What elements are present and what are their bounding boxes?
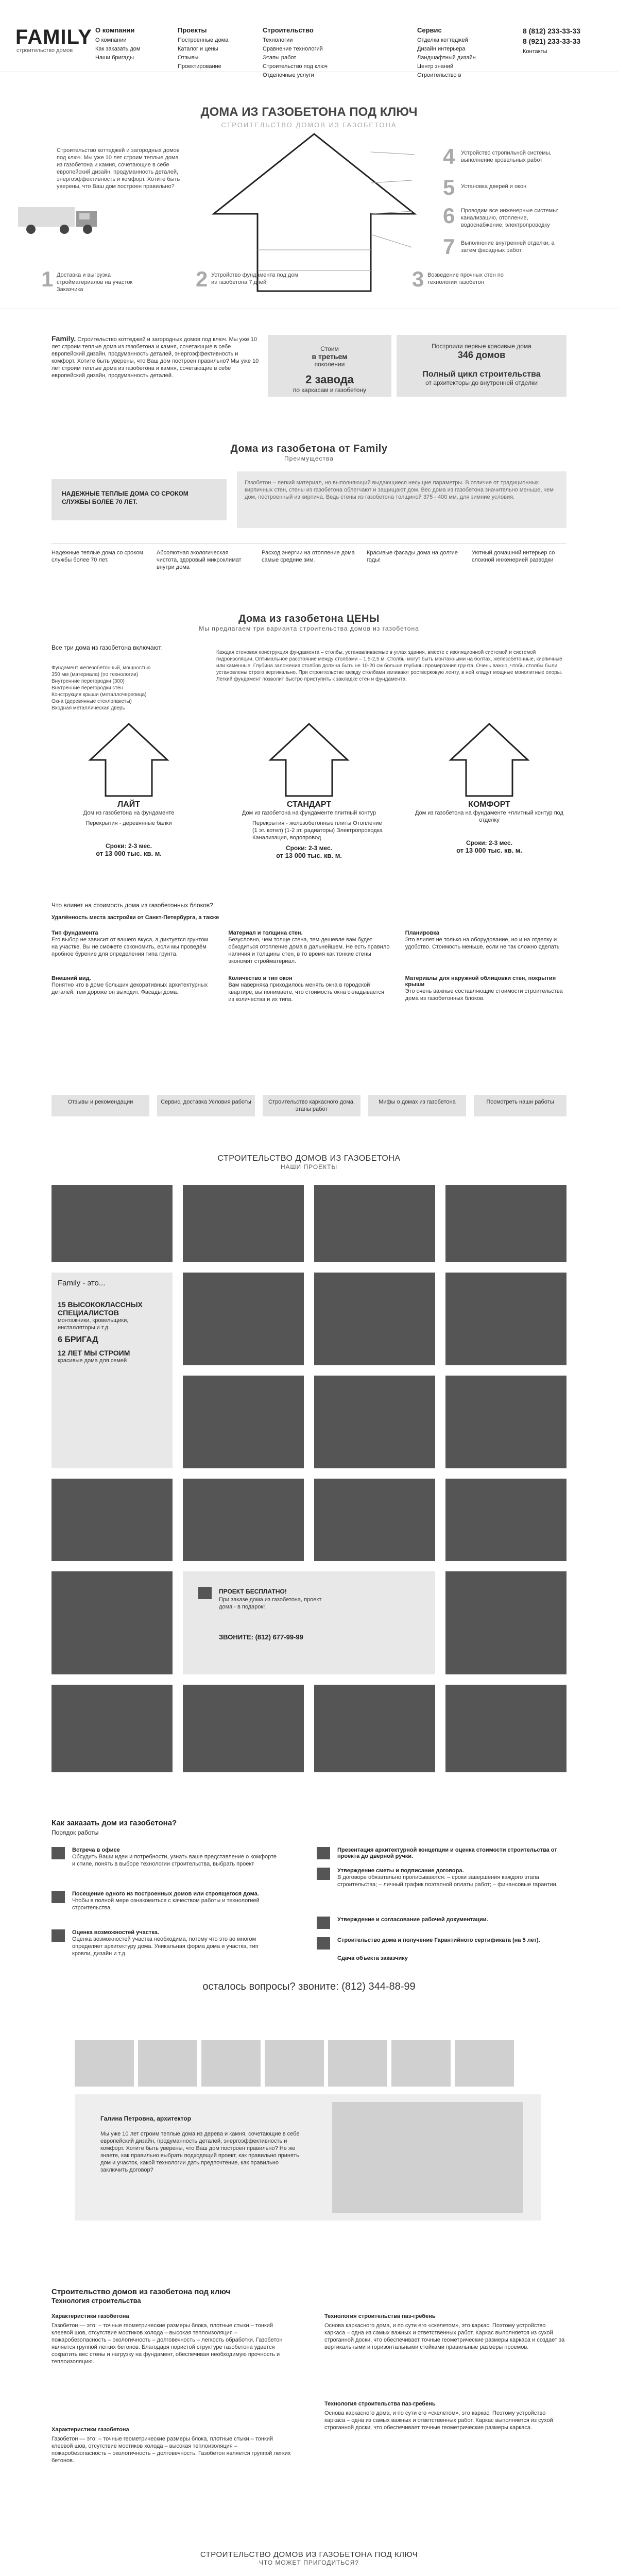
- order-step: [72, 1847, 278, 1868]
- fact-years-desc: красивые дома для семей: [58, 1358, 127, 1364]
- project-thumb[interactable]: [314, 1185, 435, 1262]
- myths-button[interactable]: Мифы о домах из газобетона: [368, 1095, 466, 1116]
- order-final-step: Сдача объекта заказчику: [337, 1955, 408, 1961]
- factor-title: Внешний вид.: [52, 975, 91, 981]
- gallery-photo[interactable]: [391, 2040, 451, 2087]
- order-step: [72, 1929, 278, 1957]
- factors-grid: [52, 930, 566, 1003]
- order-step: [337, 1868, 566, 1888]
- advantages-text: Газобетон – легкий материал, но выполняющий выдающиеся несущие параметры. В отличие от традиционных кирпичных стен, стены из газобетона облегчают и защищают дом. Вес дома из газобетона значительно меньше, чем дом, построенный из кирпича. Ведь стены из газобетона толщиной 375 - 400 мм, для зимние условия.: [237, 471, 566, 528]
- project-thumb[interactable]: [183, 1479, 304, 1561]
- advantages-section: [0, 428, 618, 598]
- project-thumb[interactable]: [52, 1685, 173, 1772]
- advantage-item: Абсолютная экологическая чистота, здоровый микроклимат внутри дома: [157, 550, 242, 570]
- fact-line: от архитекторы до внутренней отделки: [425, 379, 538, 386]
- advantage-item: Уютный домашний интерьер со сложной инженерией разводки: [472, 550, 555, 563]
- included-item: Внутренние перегородки стен: [52, 685, 123, 691]
- tech-subtitle: Технология строительства: [52, 2297, 141, 2304]
- plan-sub: Дом из газобетона на фундаменте: [83, 810, 175, 816]
- plan-desc: Перекрытия - железобетонные плиты Отопление (1 эт. котел) (1-2 эт. радиаторы) Электропроводка Канализация, водопровод: [252, 820, 383, 841]
- hero-intro: Строительство коттеджей и загородных домов под ключ. Мы уже 10 лет строим теплые дома из газобетона и камня, сочетающие в себе европейский дизайн, продуманность деталей, энергоэффективность и комфорт. Хотите быть уверены, что Ваш дом построен правильно?: [57, 147, 180, 190]
- gallery-photo[interactable]: [265, 2040, 324, 2087]
- nav-link[interactable]: Ландшафтный дизайн: [417, 55, 476, 61]
- step-text: Возведение прочных стен по технологии газобетон: [427, 272, 504, 285]
- advantages-lead: НАДЕЖНЫЕ ТЕПЛЫЕ ДОМА СО СРОКОМ СЛУЖБЫ БОЛЕЕ 70 ЛЕТ.: [52, 479, 227, 520]
- nav-col-company: [95, 26, 173, 62]
- tech-heading: Технология строительства паз-гребень: [324, 2313, 436, 2319]
- step-num: 6: [443, 204, 455, 228]
- nav-link[interactable]: Как заказать дом: [95, 46, 141, 52]
- photo-gallery: [75, 2040, 514, 2087]
- order-step: [72, 1891, 278, 1911]
- included-item: Фундамент железобетонный, мощностью 350 мм (материала) (по технологии): [52, 665, 151, 677]
- project-thumb[interactable]: [314, 1479, 435, 1561]
- gallery-photo[interactable]: [455, 2040, 514, 2087]
- nav-link[interactable]: Построенные дома: [178, 37, 229, 43]
- fact-years: 12 ЛЕТ МЫ СТРОИМ: [58, 1349, 130, 1357]
- reviewer-photo: [332, 2102, 523, 2213]
- company-facts: [0, 330, 618, 417]
- fact-generation: [268, 335, 391, 397]
- nav-link[interactable]: Технологии: [263, 37, 293, 43]
- promo-title: ПРОЕКТ БЕСПЛАТНО!: [219, 1588, 287, 1595]
- fact-value: в третьем: [312, 352, 348, 361]
- included-item: Окна (деревянные стеклопакеты): [52, 699, 132, 704]
- logo-subtitle: строительство домов: [16, 47, 73, 54]
- services-title: СТРОИТЕЛЬСТВО ДОМОВ ИЗ ГАЗОБЕТОНА ПОД КЛЮЧ: [200, 2550, 418, 2559]
- project-thumb[interactable]: [52, 1185, 173, 1262]
- truck-image: [15, 201, 103, 237]
- advantage-item: Расход энергии на отопление дома самые средние зим.: [262, 550, 355, 563]
- tech-text: Основа каркасного дома, и по сути его «скелетом», это каркас. Поэтому устройство каркаса – одна из самых важных и ответственных работ. Каркас выполняется из сухой строганной доски, что обеспечивает точные геометрические размеры каркаса и создает за вертикальными и горизонтальными стойками правильные размеры проемов.: [324, 2323, 565, 2350]
- step-num: 2: [196, 267, 208, 291]
- fact-line: Стоим: [320, 345, 339, 352]
- project-thumb[interactable]: [314, 1685, 435, 1772]
- step-icon: [317, 1868, 330, 1880]
- factor-desc: Безусловно, чем толще стена, тем дешевле вам будет обходиться отопление дома в дальнейшем. Не есть правило наличия и толщины стен, в то время как тонкие стены экономят стройматериал.: [228, 937, 390, 964]
- order-step-title: Утверждение и согласование рабочей документации.: [337, 1917, 488, 1923]
- factor-desc: Это влияет не только на оборудование, но и на отделку и удобство. Стоимость меньше, если не так сложно сделать: [405, 937, 560, 950]
- technology-section: [0, 2287, 618, 2530]
- order-step-title: Оценка возможностей участка.: [72, 1929, 159, 1936]
- order-step-title: Утверждение сметы и подписание договора.: [337, 1868, 464, 1874]
- step-text: Установка дверей и окон: [461, 183, 527, 190]
- tech-block: [52, 2427, 294, 2464]
- logo[interactable]: FAMILY: [15, 26, 92, 48]
- project-thumb[interactable]: [314, 1273, 435, 1365]
- factor-item: [52, 975, 213, 1003]
- nav-link[interactable]: Наши бригады: [95, 55, 134, 61]
- factor-item: [52, 930, 213, 965]
- tech-heading: Характеристики газобетона: [52, 2313, 129, 2319]
- project-thumb[interactable]: [183, 1685, 304, 1772]
- nav-link[interactable]: Этапы работ: [263, 55, 297, 61]
- stages-button[interactable]: Строительство каркасного дома, этапы работ: [263, 1095, 360, 1116]
- plan-name: ЛАЙТ: [117, 800, 141, 809]
- included-item: Конструкция крыши (металлочерепица): [52, 692, 147, 698]
- promo-desc: При заказе дома из газобетона, проект дома - в подарок!: [219, 1597, 322, 1610]
- review-section: [0, 2009, 618, 2298]
- order-step: [337, 1937, 566, 1943]
- advantage-item: Надежные теплые дома со сроком службы более 70 лет.: [52, 550, 143, 563]
- project-thumb[interactable]: [52, 1571, 173, 1674]
- factor-title: Материалы для наружной облицовки стен, покрытия крыши: [405, 975, 556, 988]
- advantages-title: Дома из газобетона от Family: [230, 443, 388, 454]
- nav-link[interactable]: Проектирование: [178, 63, 221, 70]
- order-step-title: Посещение одного из построенных домов или строящегося дома.: [72, 1891, 259, 1897]
- factor-item: [228, 975, 389, 1003]
- works-button[interactable]: Посмотреть наши работы: [474, 1095, 566, 1116]
- service-button[interactable]: Сервис, доставка Условия работы: [157, 1095, 255, 1116]
- phone-1[interactable]: 8 (812) 233-33-33: [523, 27, 581, 35]
- step-icon: [317, 1937, 330, 1950]
- fact-specialists: 15 ВЫСОКОКЛАССНЫХ СПЕЦИАЛИСТОВ: [58, 1300, 143, 1317]
- services-section: [0, 2535, 618, 2576]
- hero-title: ДОМА ИЗ ГАЗОБЕТОНА ПОД КЛЮЧ: [200, 105, 418, 119]
- factor-item: [228, 930, 389, 965]
- order-step-title: Встреча в офисе: [72, 1847, 120, 1853]
- prices-title: Дома из газобетона ЦЕНЫ: [238, 613, 380, 624]
- fact-brigades: 6 БРИГАД: [58, 1335, 98, 1344]
- fact-houses: [397, 335, 566, 397]
- order-step-desc: Оценка возможностей участка необходима, потому что это во многом определяет архитектуру дома. Уникальная форма дома и участка, тип кровли, дизайн и т.д.: [72, 1936, 259, 1957]
- step-num: 1: [41, 267, 54, 291]
- tech-text: Газобетон — это: – точные геометрические размеры блока, плотные стыки – тонкий клеевой шов, отсутствие мостиков холода – высокая теплоизоляция – пожаробезопасность – экологичность – долговечность. Газобетон является группой легких бетонов.: [52, 2436, 291, 2464]
- advantages-list: [52, 544, 566, 571]
- project-thumb[interactable]: [445, 1479, 566, 1561]
- project-thumb[interactable]: [445, 1571, 566, 1674]
- tech-heading: Характеристики газобетона: [52, 2427, 129, 2433]
- house-icon: [88, 721, 170, 799]
- order-step: [337, 1917, 566, 1923]
- factor-desc: Понятно что в доме больших декоративных архитектурных деталей, тем дороже он выходит. Фасады дома.: [52, 982, 208, 995]
- nav-col-title[interactable]: Сервис: [417, 26, 442, 34]
- services-subtitle: ЧТО МОЖЕТ ПРИГОДИТЬСЯ?: [259, 2559, 359, 2566]
- project-thumb[interactable]: [445, 1376, 566, 1468]
- order-title: Как заказать дом из газобетона?: [52, 1819, 177, 1827]
- nav-link[interactable]: Строительство под ключ: [263, 63, 328, 70]
- house-icon: [448, 721, 530, 799]
- fact-line: по каркасам и газобетону: [293, 386, 367, 394]
- order-step-title: Строительство дома и получение Гарантийного сертификата (на 5 лет).: [337, 1937, 540, 1943]
- factor-item: [405, 930, 566, 965]
- plan-price: от 13 000 тыс. кв. м.: [276, 852, 342, 859]
- gallery-photo[interactable]: [138, 2040, 197, 2087]
- fact-value: 346 домов: [457, 350, 506, 360]
- factor-desc: Это очень важные составляющие стоимости строительства дома из газобетонных блоков.: [405, 988, 563, 1002]
- project-thumb[interactable]: [183, 1185, 304, 1262]
- review-card: [75, 2094, 541, 2221]
- tech-text: Газобетон — это: – точные геометрические размеры блока, плотные стыки – тонкий клеевой шов, отсутствие мостиков холода – высокая теплоизоляция – пожаробезопасность – экологичность – долговечность – легкость обработки. Газобетон является группой легких бетонов. Благодаря пористой структуре газобетона удается сократить вес стены и нагрузку на фундамент, обеспечивая необходимую прочность и теплоизоляцию.: [52, 2323, 283, 2365]
- family-facts-box: [52, 1273, 173, 1468]
- step-text: Выполнение внутренней отделки, а затем фасадных работ: [461, 240, 555, 253]
- factor-title: Планировка: [405, 930, 439, 936]
- step-icon: [52, 1891, 65, 1903]
- step-num: 4: [443, 144, 455, 168]
- project-thumb[interactable]: [183, 1273, 304, 1365]
- hero-section: [0, 72, 618, 309]
- nav-link[interactable]: Строительство в: [417, 72, 461, 78]
- nav-link[interactable]: Каталог и цены: [178, 46, 218, 52]
- hero-subtitle: СТРОИТЕЛЬСТВО ДОМОВ ИЗ ГАЗОБЕТОНА: [221, 121, 397, 129]
- factors-question: Что влияет на стоимость дома из газобетонных блоков?: [52, 902, 213, 909]
- order-step-desc: Чтобы в полной мере ознакомиться с качеством работы и технологией строительства.: [72, 1897, 260, 1911]
- tech-block: [324, 2313, 566, 2351]
- nav-col-title[interactable]: О компании: [95, 26, 135, 34]
- tech-title: Строительство домов из газобетона под ключ: [52, 2287, 231, 2296]
- plan-name: КОМФОРТ: [468, 800, 510, 809]
- promo-phone[interactable]: ЗВОНИТЕ: (812) 677-99-99: [219, 1633, 303, 1641]
- advantage-item: Красивые фасады дома на долгие годы!: [367, 550, 458, 563]
- family-facts-title: Family - это...: [58, 1279, 106, 1287]
- reviews-button[interactable]: Отзывы и рекомендации: [52, 1095, 149, 1116]
- fact-value: Полный цикл строительства: [422, 370, 541, 379]
- plan-term: Сроки: 2-3 мес.: [105, 842, 152, 850]
- factor-desc: Его выбор не зависит от вашего вкуса, а диктуется грунтом на участке. Вы не сможете сэкономить, если мы проведём пробное бурение для определения типа грунта.: [52, 937, 208, 957]
- factor-desc: Вам наверняка приходилось менять окна в городской квартире, вы понимаете, что стоимость окна складывается из количества и их типа.: [228, 982, 384, 1003]
- order-process-section: [0, 1819, 618, 2014]
- fact-specialists-desc: монтажники, кровельщики, инсталляторы и т.д.: [58, 1317, 129, 1331]
- step-text: Доставка и выгрузка стройматериалов на участок Заказчика: [57, 272, 133, 293]
- plan-price: от 13 000 тыс. кв. м.: [96, 850, 162, 857]
- portfolio-title: СТРОИТЕЛЬСТВО ДОМОВ ИЗ ГАЗОБЕТОНА: [217, 1154, 401, 1163]
- portfolio-section: [0, 1154, 618, 1824]
- company-text: [52, 335, 263, 379]
- project-thumb[interactable]: [445, 1273, 566, 1365]
- step-text: Устройство стропильной системы, выполнение кровельных работ: [461, 150, 552, 163]
- factor-title: Тип фундамента: [52, 930, 98, 936]
- cost-factors-section: [0, 902, 618, 1087]
- step-icon: [52, 1929, 65, 1942]
- plan-standard[interactable]: [232, 721, 386, 859]
- step-icon: [317, 1917, 330, 1929]
- step-icon: [52, 1847, 65, 1859]
- included-item: Входная металлическая дверь: [52, 705, 125, 711]
- factor-title: Материал и толщина стен.: [228, 930, 303, 936]
- nav-link[interactable]: Сравнение технологий: [263, 46, 323, 52]
- company-desc: Строительство коттеджей и загородных домов под ключ. Мы уже 10 лет строим теплые дома из газобетона и камня, сочетающие в себе европейский дизайн, продуманность деталей, энергоэффективность и комфорт. Хотите быть уверены, что Ваш дом построен правильно? Мы уже 10 лет строим теплые дома из газобетона и камня, сочетающие в себе европейский дизайн, продуманность деталей.: [52, 336, 259, 379]
- plan-term: Сроки: 2-3 мес.: [285, 844, 333, 852]
- factor-title: Количество и тип окон: [228, 975, 293, 981]
- prices-section: [0, 608, 618, 896]
- project-thumb[interactable]: [314, 1376, 435, 1468]
- site-header: [0, 0, 618, 78]
- nav-col-title[interactable]: Строительство: [263, 26, 314, 34]
- step-num: 3: [412, 267, 424, 291]
- order-step-desc: Обсудить Ваши идеи и потребности, узнать ваше представление о комфорте и стиле, понять в выборе технологии строительства, выбрать проект: [72, 1854, 277, 1867]
- included-item: Внутренние перегородки (300): [52, 679, 125, 684]
- project-thumb[interactable]: [183, 1376, 304, 1468]
- fact-line: Построили первые красивые дома: [432, 343, 531, 350]
- prices-description: Каждая стеновая конструкция фундамента – столбы, устанавливаемые в углах здания, вместе с изоляционной системой и системой гидроизоляции. Оптимальное расстояние между столбами – 1,5-2,5 м. Столбы могут быть монтажными на болтах, железобетонные, кирпичные или каменные. Глубина заложения столбов должна быть не 10-20 см больше глубины промерзания грунта. Очень важно, чтобы столбы были установлены строго вертикально. При строительстве между столбами заливают ростверковую ленту, в ней кладут мощные монолитные опоры. Легкий фундамент позволит быстро приступить к закладке стен и фундамента.: [216, 650, 562, 682]
- nav-link[interactable]: О компании: [95, 37, 127, 43]
- step-text: Устройство фундамента под дом из газобетона 7 дней: [211, 272, 298, 285]
- price-plans: [52, 721, 566, 859]
- order-step: [337, 1847, 566, 1859]
- gallery-photo[interactable]: [201, 2040, 261, 2087]
- tech-block: [324, 2401, 566, 2431]
- plan-name: СТАНДАРТ: [286, 800, 332, 809]
- gallery-photo[interactable]: [75, 2040, 134, 2087]
- plan-lite[interactable]: [52, 721, 206, 859]
- plan-term: Сроки: 2-3 мес.: [466, 839, 513, 846]
- plan-sub: Дом из газобетона на фундаменте плитный контур: [242, 810, 376, 816]
- factor-item: [405, 975, 566, 1003]
- plan-price: от 13 000 тыс. кв. м.: [456, 846, 522, 854]
- included-list: [52, 665, 154, 711]
- step-text: Проводим все инженерные системы: канализацию, отопление, водоснабжение, электропроводку: [461, 208, 559, 228]
- phone-2[interactable]: 8 (921) 233-33-33: [523, 37, 581, 45]
- plan-comfort[interactable]: [412, 721, 566, 859]
- contacts-link[interactable]: Контакты: [523, 48, 547, 55]
- prices-subtitle: Мы предлагаем три варианта строительства домов из газобетона: [199, 625, 419, 632]
- questions-phone[interactable]: осталось вопросы? звоните: (812) 344-88-99: [202, 1981, 416, 1992]
- fact-value: 2 завода: [305, 373, 354, 386]
- nav-col-title[interactable]: Проекты: [178, 26, 207, 34]
- order-step-desc: В договоре обязательно прописываются: – сроки завершения каждого этапа строительства; – личный график поэтапной оплаты работ; – финансовые гарантии.: [337, 1874, 558, 1888]
- step-icon: [317, 1847, 330, 1859]
- reviewer-name: Галина Петровна, архитектор: [100, 2115, 192, 2122]
- nav-link[interactable]: Отзывы: [178, 55, 199, 61]
- house-icon: [268, 721, 350, 799]
- review-text: Мы уже 10 лет строим теплые дома из дерева и камня, сочетающие в себе европейский дизайн, продуманность деталей, энергоэффективность и комфорт. Хотите быть уверены, что Ваш дом построен правильно? Не же знаете, как правильно выбрать подходящий проект, как правильно принять дом и участок, какой технологии дать предпочтение, как правильно заключить договор?: [100, 2131, 300, 2173]
- order-subtitle: Порядок работы: [52, 1829, 99, 1836]
- header-phones: [523, 26, 580, 57]
- prices-question: Все три дома из газобетона включают:: [52, 644, 163, 651]
- nav-col-projects: [178, 26, 255, 71]
- project-thumb[interactable]: [445, 1685, 566, 1772]
- project-thumb[interactable]: [52, 1479, 173, 1561]
- tech-block: [52, 2313, 294, 2365]
- factors-heading: Удалённость места застройки от Санкт-Петербурга, а также: [52, 914, 219, 921]
- tech-heading: Технология строительства паз-гребень: [324, 2401, 436, 2407]
- portfolio-subtitle: НАШИ ПРОЕКТЫ: [280, 1163, 338, 1171]
- promo-icon: [198, 1587, 212, 1599]
- plan-sub: Дом из газобетона на фундаменте +плитный контур под отделку: [415, 810, 563, 823]
- tech-text: Основа каркасного дома, и по сути его «скелетом», это каркас. Поэтому устройство каркаса – одна из самых важных и ответственных работ. Каркас выполняется из сухой строганной доски, что обеспечивает точные геометрические размеры каркаса.: [324, 2410, 553, 2431]
- nav-link[interactable]: Дизайн интерьера: [417, 46, 466, 52]
- nav-link[interactable]: Центр знаний: [417, 63, 454, 70]
- order-step-title: Презентация архитектурной концепции и оценка стоимости строительства от проекта до дверной ручки.: [337, 1847, 557, 1859]
- plan-desc: Перекрытия - деревянные балки: [85, 820, 172, 826]
- nav-link[interactable]: Отделка коттеджей: [417, 37, 468, 43]
- step-num: 5: [443, 175, 455, 199]
- free-project-promo: [183, 1571, 435, 1674]
- step-num: 7: [443, 234, 455, 259]
- project-thumb[interactable]: [445, 1185, 566, 1262]
- gallery-photo[interactable]: [328, 2040, 387, 2087]
- fact-line: поколении: [314, 361, 345, 368]
- company-name: Family.: [52, 334, 76, 343]
- advantages-subtitle: Преимущества: [284, 455, 334, 462]
- nav-link[interactable]: Отделочные услуги: [263, 72, 314, 78]
